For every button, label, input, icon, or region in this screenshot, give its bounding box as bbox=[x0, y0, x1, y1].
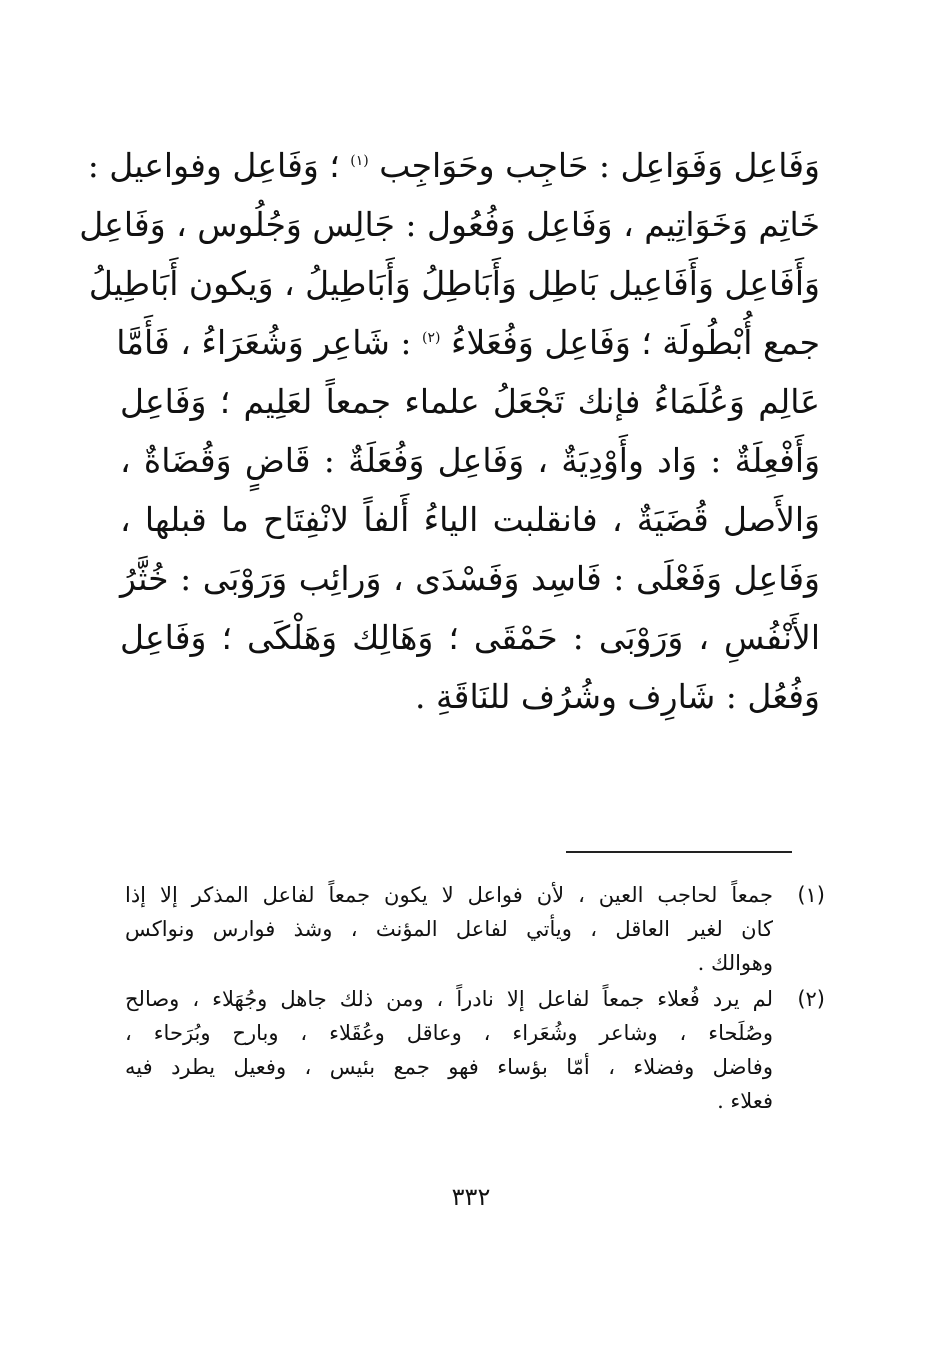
text-line-8: وَفَاعِل وَفَعْلَى : فَاسِد وَفَسْدَى ، وَرائِب وَرَوْبَى : خُثَّرُ bbox=[120, 559, 820, 598]
footnote-ref-2: (٢) bbox=[422, 330, 441, 346]
text-line-5: عَالِم وَعُلَمَاءُ فإنك تَجْعَلُ علماء جمعاً لعَلِيم ؛ وَفَاعِل bbox=[120, 382, 820, 421]
footnote-1-marker: (١) bbox=[797, 883, 825, 907]
footnote-2-line-3: وفاضل وفضلاء ، أمّا بؤساء فهو جمع بئيس ، وفعيل يطرد فيه bbox=[125, 1055, 773, 1079]
text-line-4 bbox=[116, 313, 820, 372]
text-line-9: الأَنْفُسِ ، وَرَوْبَى : حَمْقَى ؛ وَهَالِك وَهَلْكَى ؛ وَفَاعِل bbox=[120, 618, 820, 657]
footnote-2-line-4: فعلاء . bbox=[717, 1089, 773, 1113]
text-line-6: وَأَفْعِلَةٌ : وَاد وأَوْدِيَةٌ ، وَفَاعِل وَفُعَلَةٌ : قَاضٍ وَقُضَاةٌ ، bbox=[120, 441, 820, 480]
footnote-2 bbox=[125, 982, 825, 1118]
footnote-2-line-1: لم يرد فُعلاء جمعاً لفاعل إلا نادراً ، ومن ذلك جاهل وجُهَلاء ، وصالح bbox=[125, 987, 773, 1011]
text-line-1-head: وَفَاعِل وَفَوَاعِل : حَاجِب وحَوَاجِب bbox=[379, 146, 820, 185]
text-line-1-tail: ؛ وَفَاعِل وفواعيل : bbox=[87, 146, 340, 185]
footnote-separator bbox=[566, 851, 792, 853]
text-line-1 bbox=[87, 136, 820, 195]
footnote-1-line-2: كان لغير العاقل ، ويأتي لفاعل المؤنث ، وشذ فوارس ونواكس bbox=[125, 917, 773, 941]
page-number: ٣٣٢ bbox=[451, 1183, 491, 1211]
footnote-1 bbox=[125, 878, 825, 980]
text-line-10: وَفُعُل : شَارِف وشُرُف للنَاقَةِ . bbox=[415, 677, 820, 716]
text-line-4-head: جمع أُبْطُولَة ؛ وَفَاعِل وَفُعَلاءُ bbox=[451, 323, 820, 362]
text-line-3: وَأَفَاعِل وَأَفَاعِيل بَاطِل وَأَبَاطِلُ وَأَبَاطِيلُ ، وَيكون أَبَاطِيلُ bbox=[88, 264, 820, 303]
main-text-block bbox=[79, 136, 820, 726]
text-line-7: وَالأَصل قُضَيَةٌ ، فانقلبت الياءُ أَلفاً لانْفِتَاح ما قبلها ، bbox=[120, 500, 820, 539]
footnote-1-line-1: جمعاً لحاجب العين ، لأن فواعل لا يكون جمعاً لفاعل المذكر إلا إذا bbox=[125, 883, 773, 907]
footnote-ref-1: (١) bbox=[350, 153, 369, 169]
text-line-2: خَاتِم وَخَوَاتِيم ، وَفَاعِل وَفُعُول : جَالِس وَجُلُوس ، وَفَاعِل bbox=[79, 205, 820, 244]
text-line-4-tail: : شَاعِر وَشُعَرَاءُ ، فَأَمَّا bbox=[116, 323, 412, 362]
footnote-1-line-3: وهوالك . bbox=[697, 951, 773, 975]
footnotes-block bbox=[125, 878, 825, 1120]
footnote-2-marker: (٢) bbox=[797, 987, 825, 1011]
footnote-2-line-2: وصُلَحاء ، وشاعر وشُعَراء ، وعاقل وعُقَلاء ، وبارح وبُرَحاء ، bbox=[125, 1021, 773, 1045]
